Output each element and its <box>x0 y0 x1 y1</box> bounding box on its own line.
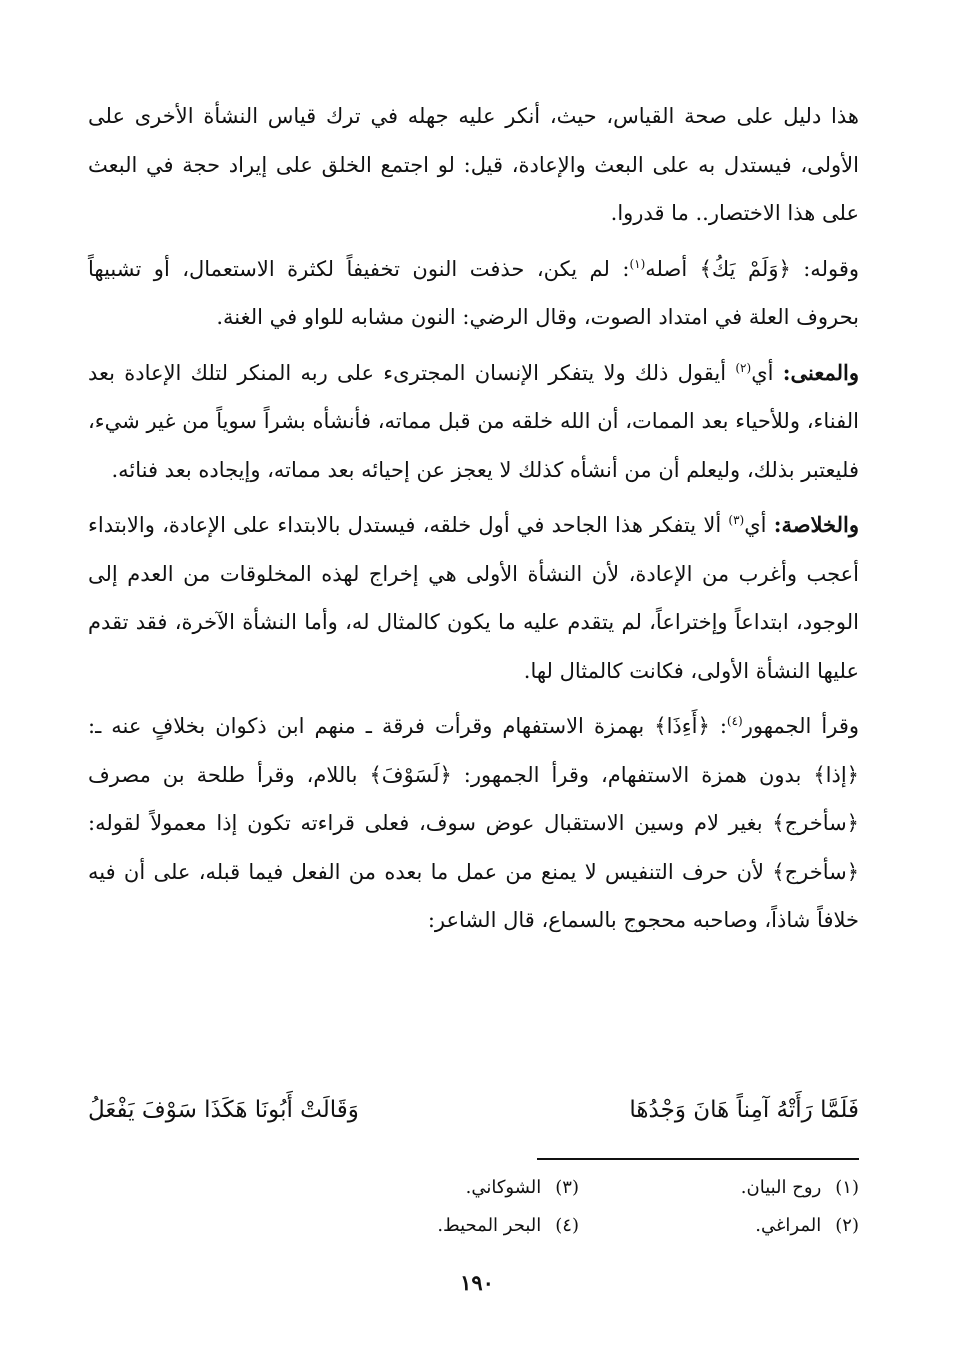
paragraph-1 <box>88 92 859 238</box>
footnote-ref-3: (٣) <box>728 513 745 527</box>
paragraph-3-heading: والمعنى: <box>782 359 859 385</box>
verse-first-hemistich: فَلَمَّا رَأَتْهُ آمِناً هَانَ وَجْدُهَا <box>629 1097 859 1123</box>
footnote-ref-2: (٢) <box>735 360 752 375</box>
footnote-item <box>299 1213 579 1239</box>
paragraph-5-text: : ﴿أَءِذَا﴾ بهمزة الاستفهام وقرأت فرقة ـ منهم ابن ذكوان بخلافٍ عنه ـ: ﴿إذا﴾ بدون همزة الاستفهام، وقرأ الجمهور: ﴿لَسَوْفَ﴾ باللام، وقرأ طلحة بن مصرف ﴿سأخرج﴾ بغير لام وسين الاستقبال عوض سوف، فعلى قراءته تكون إذا معمولاً لقوله: ﴿سأخرج﴾ لأن حرف التنفيس لا يمنع من عمل ما بعده من الفعل فيما قبله، على أن فيه خلافاً شاذاً، وصاحبه محجوج بالسماع، قال الشاعر: <box>88 714 859 932</box>
paragraph-4-text: ألا يتفكر هذا الجاحد في أول خلقه، فيستدل بالابتداء على الإعادة، والابتداء أعجب وأغرب من الإعادة، لأن النشأة الأولى هي إخراج لهذه المخلوقات من العدم إلى الوجود، ابتداعاً وإختراعاً، لم يتقدم عليه ما يكون كالمثال له، وأما النشأة الآخرة، فقد تقدم عليها النشأة الأولى، فكانت كالمثال لها. <box>88 513 859 683</box>
footnotes <box>299 1175 859 1239</box>
poetry-verse <box>88 1085 859 1135</box>
paragraph-5 <box>88 702 859 945</box>
footnote-item <box>299 1175 579 1201</box>
paragraph-4-lead-text: أي <box>744 513 774 537</box>
footnote-text: الشوكاني. <box>465 1177 542 1198</box>
footnote-text: المراغي. <box>755 1215 822 1236</box>
paragraph-2 <box>88 245 859 342</box>
footnote-number: (٢) <box>835 1215 859 1236</box>
paragraph-3-text: أيقول ذلك ولا يتفكر الإنسان المجترىء على ربه المنكر لتلك الإعادة بعد الفناء، وللأحياء بعد الممات، أن الله خلقه من قبل مماته، فأنشأه بشراً سوياً من غير شيء، فليعتبر بذلك، وليعلم أن من أنشأه كذلك لا يعجز عن إحيائه بعد مماته، وإيجاده بعد فنائه. <box>88 360 859 482</box>
verse-second-hemistich: وَقَالَتْ أَبُونَا هَكَذَا سَوْفَ يَفْعَلُ <box>88 1097 359 1123</box>
paragraph-3-lead-text: أي <box>751 360 783 385</box>
footnote-divider <box>537 1158 859 1160</box>
footnote-text: روح البيان. <box>740 1177 822 1198</box>
footnote-number: (٣) <box>555 1177 579 1198</box>
page-number: ١٩٠ <box>460 1270 494 1295</box>
paragraph-2-lead-text: وقوله: ﴿وَلَمْ يَكُ﴾ أصله <box>645 256 859 281</box>
paragraph-4-heading: والخلاصة: <box>773 512 859 537</box>
footnote-number: (٤) <box>555 1215 579 1236</box>
paragraph-2-text: : لم يكن، حذفت النون تخفيفاً لكثرة الاستعمال، أو تشبيهاً بحروف العلة في امتداد الصوت، وقال الرضي: النون مشابه للواو في الغنة. <box>88 256 859 329</box>
paragraph-5-lead-text: وقرأ الجمهور <box>742 714 859 738</box>
footnote-number: (١) <box>835 1177 859 1198</box>
footnote-item <box>579 1175 859 1201</box>
paragraph-4 <box>88 501 859 695</box>
page-body <box>88 92 859 952</box>
paragraph-3 <box>88 349 859 495</box>
footnote-item <box>579 1213 859 1239</box>
footnote-ref-4: (٤) <box>726 714 743 728</box>
footnote-ref-1: (١) <box>629 256 646 271</box>
footnote-text: البحر المحيط. <box>437 1215 542 1236</box>
paragraph-1-text: هذا دليل على صحة القياس، حيث، أنكر عليه جهله في ترك قياس النشأة الأخرى على الأولى، فيستدل به على البعث والإعادة، قيل: لو اجتمع الخلق على إيراد حجة في البعث على هذا الاختصار.. ما قدروا. <box>88 104 859 225</box>
